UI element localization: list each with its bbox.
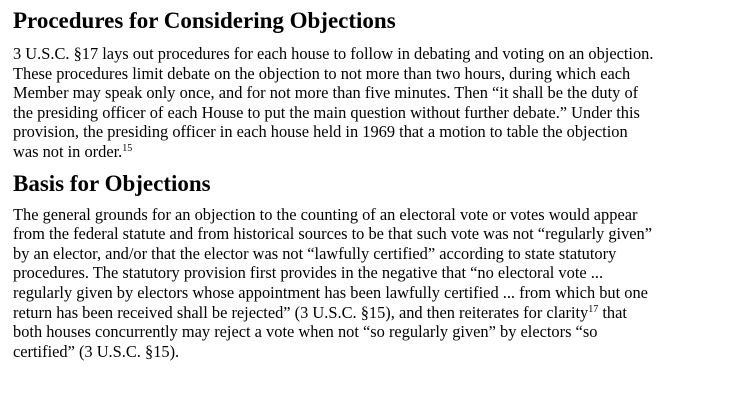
paragraph-line: 3 U.S.C. §17 lays out procedures for each house to follow in debating and voting on an objection. <box>13 44 654 63</box>
paragraph-line: certified” (3 U.S.C. §15). <box>13 341 180 361</box>
paragraph-line: Member may speak only once, and for not more than five minutes. Then “it shall be the duty of <box>13 83 639 103</box>
paragraph-line-footnote <box>13 303 741 323</box>
section-heading-procedures: Procedures for Considering Objections <box>13 8 396 33</box>
paragraph-line: provision, the presiding officer in each house held in 1969 that a motion to table the objection <box>13 122 628 142</box>
footnote-ref-17[interactable]: 17 <box>588 303 599 315</box>
section-heading-basis: Basis for Objections <box>13 170 211 196</box>
paragraph-line: both houses concurrently may reject a vote when not “so regularly given” by electors “so <box>13 322 598 342</box>
paragraph-line-last <box>13 142 741 162</box>
paragraph-line: These procedures limit debate on the objection to not more than two hours, during which each <box>13 63 631 83</box>
paragraph-procedures <box>13 44 741 162</box>
paragraph-line: the presiding officer of each House to put the main question without further debate.” Under this <box>13 102 640 122</box>
paragraph-line: from the federal statute and from historical sources to be that such vote was not “regularly given” <box>13 224 653 244</box>
paragraph-basis <box>13 205 741 362</box>
paragraph-text: was not in order. <box>13 141 123 161</box>
paragraph-text: return has been received shall be rejected” (3 U.S.C. §15), and then reiterates for clarity <box>13 302 589 322</box>
footnote-ref-15[interactable]: 15 <box>122 142 133 154</box>
paragraph-text: that <box>598 302 627 322</box>
document <box>13 0 741 361</box>
paragraph-line: regularly given by electors whose appointment has been lawfully certified ... from which but one <box>13 282 648 302</box>
paragraph-line: procedures. The statutory provision first provides in the negative that “no electoral vote ... <box>13 263 604 283</box>
paragraph-line: by an elector, and/or that the elector was not “lawfully certified” according to state statutory <box>13 243 617 263</box>
paragraph-line: The general grounds for an objection to the counting of an electoral vote or votes would appear <box>13 204 638 224</box>
